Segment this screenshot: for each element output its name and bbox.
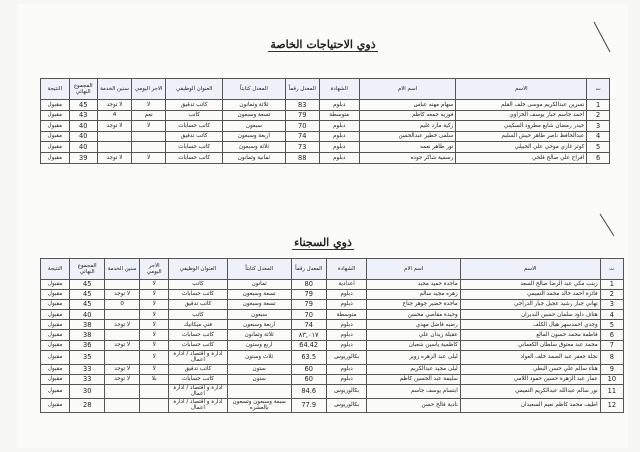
cell-final-total: 45 [69,100,97,111]
cell-daily-wage: لا [132,121,166,132]
cell-grade-text: اربعة وسبعون [227,320,291,330]
document-page [18,4,628,448]
section-title-special-needs: ذوي الاحتياجات الخاصة [270,38,376,51]
cell-daily-wage [140,384,169,398]
cell-result: مقبول [41,364,70,374]
cell-row-number: 2 [587,110,610,121]
section-title-prisoners-families: ذوي السجناء [294,236,352,249]
cell-daily-wage: بلا [140,374,169,384]
cell-mother-name: زهره مجيد سالم [367,290,460,300]
cell-result: مقبول [41,398,70,412]
table-row [41,320,624,330]
cell-job-title: ادارة و اقتصاد / ادارة اعمال [169,398,227,412]
cell-row-number: 7 [600,340,623,350]
cell-row-number: 1 [600,280,623,290]
cell-grade-text: سبعة وسبعون وتسعون بالعشره [227,398,291,412]
cell-mother-name: كاظمية ياسين شعبان [367,340,460,350]
table-row [41,142,610,153]
cell-daily-wage: لا [140,350,169,364]
cell-final-total: 40 [70,310,105,320]
cell-row-number: 10 [600,374,623,384]
column-header-result: النتيجة [41,79,70,100]
cell-grade-text: ثمانون [227,280,291,290]
cell-result: مقبول [41,131,70,142]
cell-service-years: لا توجد [105,320,140,330]
cell-row-number: 4 [587,131,610,142]
cell-daily-wage: لا [140,300,169,310]
cell-job-title: كاتب [169,310,227,320]
column-header-job-title: العنوان الوظيفي [169,259,227,280]
cell-grade-number: 84.6 [291,384,326,398]
cell-final-total: 33 [70,374,105,384]
table-row [41,100,610,111]
cell-final-total: 45 [70,280,105,290]
table-row [41,290,624,300]
cell-mother-name: رضيه فاضل مهدي [367,320,460,330]
cell-mother-name: فوزيه جمعه كاظم [359,110,456,121]
cell-row-number: 3 [587,121,610,132]
cell-name: احمد جاسم جبار يوسف الخزاوي [456,110,587,121]
cell-grade-number: 63.5 [291,350,326,364]
cell-name: هتاف داود سلمان حسين البديران [460,310,600,320]
column-header-final-total: المجموع النهائي [70,259,105,280]
cell-service-years [105,310,140,320]
cell-mother-name: ماجدة حميد مجيد [367,280,460,290]
cell-grade-number: 80 [291,280,326,290]
cell-mother-name: وحيدة مقاصي محسن [367,310,460,320]
cell-final-total: 28 [70,398,105,412]
cell-result: مقبول [41,100,70,111]
table-row [41,398,624,412]
cell-final-total: 45 [70,300,105,310]
cell-final-total: 33 [70,364,105,374]
cell-grade-text: ثلاث وستون [227,350,291,364]
cell-name: هناء سالم علي حسن البطي [460,364,600,374]
cell-daily-wage: لا [140,310,169,320]
column-header-certificate: الشهادة [319,79,359,100]
cell-certificate: دبلوم [326,320,367,330]
cell-job-title: كاتب [169,280,227,290]
cell-final-total: 38 [70,320,105,330]
cell-mother-name: ابتسام يوسف جاسم [367,384,460,398]
cell-service-years [97,142,131,153]
cell-result: مقبول [41,384,70,398]
cell-final-total: 40 [69,121,97,132]
table-row [41,110,610,121]
special-needs-table [40,78,610,164]
cell-service-years: لا توجد [105,340,140,350]
cell-mother-name: رسمية شاكر جوده [359,152,456,163]
cell-final-total: 38 [70,330,105,340]
prisoners-families-table [40,258,624,413]
cell-grade-text: ستون [227,364,291,374]
column-header-grade-number: المعدل رقماً [285,79,319,100]
column-header-mother-name: اسم الام [359,79,456,100]
cell-result: مقبول [41,142,70,153]
cell-grade-text: اربع وستون [227,340,291,350]
cell-name: تهاني جبار رشيد عجيل جبار الدراجي [460,300,600,310]
cell-row-number: 8 [600,350,623,364]
cell-mother-name: ليلى مجيد عبدالكريم [367,364,460,374]
cell-daily-wage: لا [140,320,169,330]
cell-mother-name: نادية فالح حسن [367,398,460,412]
table-row [41,280,624,290]
column-header-grade-number: المعدل رقماً [291,259,326,280]
column-header-result: النتيجة [41,259,70,280]
cell-result: مقبول [41,330,70,340]
cell-daily-wage: لا [132,100,166,111]
cell-mother-name: ماجدة خضير جوهر جناح [367,300,460,310]
cell-grade-number: 64.42 [291,340,326,350]
cell-job-title: كاتب حسابات [166,152,223,163]
cell-grade-number: 70 [285,121,319,132]
cell-row-number: 2 [600,290,623,300]
column-header-daily-wage: الاجر اليومي [132,79,166,100]
cell-final-total: 43 [69,110,97,121]
cell-certificate: دبلوم [319,131,359,142]
table-row [41,310,624,320]
cell-job-title: كاتب حسابات [169,374,227,384]
table-row [41,384,624,398]
cell-certificate: دبلوم [319,152,359,163]
cell-result: مقبول [41,121,70,132]
cell-job-title: كاتب تدقيق [169,300,227,310]
table-row [41,131,610,142]
cell-job-title: كاتب حسابات [169,290,227,300]
cell-job-title: ادارة و اقتصاد / ادارة اعمال [169,384,227,398]
cell-service-years [105,350,140,364]
cell-daily-wage: لا [140,290,169,300]
table-row [41,350,624,364]
column-header-name: الاسم [456,79,587,100]
cell-result: مقبول [41,152,70,163]
cell-certificate: دبلوم [326,340,367,350]
cell-service-years: لا توجد [105,364,140,374]
cell-certificate: دبلوم [319,121,359,132]
cell-certificate: دبلوم [326,364,367,374]
cell-certificate: دبلوم [319,100,359,111]
cell-result: مقبول [41,300,70,310]
cell-final-total: 45 [70,290,105,300]
cell-certificate: متوسطة [319,110,359,121]
cell-result: مقبول [41,280,70,290]
cell-certificate: دبلوم [319,142,359,153]
cell-daily-wage [132,131,166,142]
cell-grade-text: تسعة وسبعون [227,300,291,310]
column-header-daily-wage: الاجر اليومي [140,259,169,280]
cell-daily-wage: نعم [132,110,166,121]
cell-grade-number: 74 [285,131,319,142]
cell-result: مقبول [41,374,70,384]
cell-mother-name: ليلى عبد الزهره زوير [367,350,460,364]
column-header-grade-text: المعدل كتابتاً [223,79,286,100]
column-header-final-total: المجموع النهائي [69,79,97,100]
cell-name: نسرين عبدالكريم موسى خلف القلم [456,100,587,111]
cell-service-years: لا توجد [105,290,140,300]
cell-daily-wage: لا [132,152,166,163]
cell-name: عبدالحافظ ناصر طاهر حيش السليم [456,131,587,142]
cell-row-number: 5 [600,320,623,330]
cell-service-years [105,280,140,290]
cell-mother-name: نور طاهر نعمه [359,142,456,153]
cell-job-title: كاتب تدقيق [169,364,227,374]
cell-mother-name: زكية مازد غليم [359,121,456,132]
cell-service-years: لا توجد [105,374,140,384]
cell-grade-number: 83 [285,100,319,111]
cell-name: كوثر غازي موحي علي الجبيلي [456,142,587,153]
cell-grade-text: سبعون [223,121,286,132]
cell-grade-number: 77.9 [291,398,326,412]
cell-name: نور سالم عبدالله عبدالكريم التميمي [460,384,600,398]
cell-daily-wage: لا [140,364,169,374]
column-header-row-number: ت [587,79,610,100]
cell-service-years [105,330,140,340]
cell-job-title: كاتب حسابات [169,340,227,350]
cell-grade-text: تسعة وسبعون [223,110,286,121]
column-header-row-number: ت [600,259,623,280]
cell-service-years: لا توجد [97,152,131,163]
cell-result: مقبول [41,320,70,330]
table-row [41,340,624,350]
cell-grade-text: تسعة وسبعون [227,290,291,300]
cell-daily-wage [132,142,166,153]
table-row [41,152,610,163]
cell-grade-text: سبعون [227,310,291,320]
cell-grade-number: 79 [291,300,326,310]
cell-daily-wage [140,398,169,412]
cell-row-number: 5 [587,142,610,153]
column-header-service-years: سنين الخدمة [105,259,140,280]
cell-row-number: 6 [587,152,610,163]
cell-name: وجدي احمدسهر هيال الكلف [460,320,600,330]
table-header [41,259,624,280]
cell-row-number: 12 [600,398,623,412]
cell-name: حيدر رمضان شايع مطرود السكيني [456,121,587,132]
cell-service-years: لا توجد [97,100,131,111]
cell-service-years [105,398,140,412]
cell-grade-text: ستون [227,374,291,384]
cell-job-title: كاتب حسابات [169,330,227,340]
cell-daily-wage: لا [140,340,169,350]
cell-daily-wage: لا [140,330,169,340]
cell-certificate: اعدادية [326,280,367,290]
cell-name: افراح علي صالح فلحي [456,152,587,163]
table-row [41,364,624,374]
cell-job-title: كاتب تدقيق [166,100,223,111]
cell-name: فاطمة محمد حسون المالع [460,330,600,340]
cell-certificate: دبلوم [326,290,367,300]
cell-grade-text: ثلاثة وثمانون [227,330,291,340]
cell-job-title: فني ميكانيك [169,320,227,330]
cell-certificate: دبلوم [326,300,367,310]
column-header-mother-name: اسم الام [367,259,460,280]
cell-result: مقبول [41,350,70,364]
cell-name: اطيف محمد كاظم نعيم السعيدان [460,398,600,412]
cell-grade-number: 60 [291,364,326,374]
cell-service-years [97,131,131,142]
cell-certificate: دبلوم [326,330,367,340]
cell-service-years: 4 [97,110,131,121]
cell-result: مقبول [41,290,70,300]
cell-certificate: بكالوريوس [326,384,367,398]
table-row [41,374,624,384]
cell-grade-text: ثمانية وثمانون [223,152,286,163]
cell-row-number: 1 [587,100,610,111]
cell-grade-number: 79 [291,290,326,300]
cell-certificate: دبلوم [326,374,367,384]
cell-grade-number: 73 [285,142,319,153]
cell-certificate: متوسطة [326,310,367,320]
cell-mother-name: سلمى خطير عبدالحسن [359,131,456,142]
cell-row-number: 6 [600,330,623,340]
cell-job-title: كاتب [166,110,223,121]
cell-result: مقبول [41,310,70,320]
cell-job-title: كاتب حسابات [166,121,223,132]
cell-job-title: كاتب تدقيق [166,131,223,142]
column-header-grade-text: المعدل كتابتاً [227,259,291,280]
cell-name: زينب مكي عبد الرضا صالح السعد [460,280,600,290]
cell-name: محمد عبد معتوق سلطان الكعماني [460,340,600,350]
cell-grade-number: 79 [285,110,319,121]
cell-service-years: 0 [105,300,140,310]
cell-certificate: بكالوريوس [326,350,367,364]
cell-grade-number: 74 [291,320,326,330]
cell-final-total: 36 [70,340,105,350]
cell-grade-text [227,384,291,398]
cell-name: عمار عبد الزهرة حسين حمود اللامي [460,374,600,384]
column-header-name: الاسم [460,259,600,280]
cell-mother-name: سهام مهنه عباس [359,100,456,111]
cell-result: مقبول [41,110,70,121]
cell-grade-number: 88 [285,152,319,163]
cell-service-years: لا توجد [97,121,131,132]
cell-grade-text: اربعة وسبعون [223,131,286,142]
cell-final-total: 35 [70,350,105,364]
cell-grade-number: 70 [291,310,326,320]
cell-final-total: 39 [69,152,97,163]
column-header-service-years: سنين الخدمة [97,79,131,100]
cell-name: فائزة احمد خالد محمد التميمي [460,290,600,300]
cell-mother-name: سليمة عبد الحسين كاظم [367,374,460,384]
cell-mother-name: عقيلة زيدان علي [367,330,460,340]
cell-name: نجلة جعفر عبد الصمد خلف العواد [460,350,600,364]
cell-grade-number: ٨٣,٠١٧ [291,330,326,340]
table-row [41,121,610,132]
cell-final-total: 40 [69,142,97,153]
cell-daily-wage: لا [140,280,169,290]
cell-row-number: 11 [600,384,623,398]
cell-certificate: بكالوريوس [326,398,367,412]
cell-final-total: 30 [70,384,105,398]
cell-result: مقبول [41,340,70,350]
table-row [41,300,624,310]
cell-row-number: 4 [600,310,623,320]
cell-row-number: 9 [600,364,623,374]
cell-row-number: 3 [600,300,623,310]
column-header-job-title: العنوان الوظيفي [166,79,223,100]
cell-job-title: كاتب حسابات [166,142,223,153]
cell-service-years [105,384,140,398]
cell-job-title: ادارة و اقتصاد / ادارة اعمال [169,350,227,364]
cell-grade-number: 60 [291,374,326,384]
cell-grade-text: ثلاثة وسبعون [223,142,286,153]
cell-grade-text: ثلاثة وثمانون [223,100,286,111]
table-row [41,330,624,340]
table-header [41,79,610,100]
column-header-certificate: الشهادة [326,259,367,280]
cell-final-total: 40 [69,131,97,142]
